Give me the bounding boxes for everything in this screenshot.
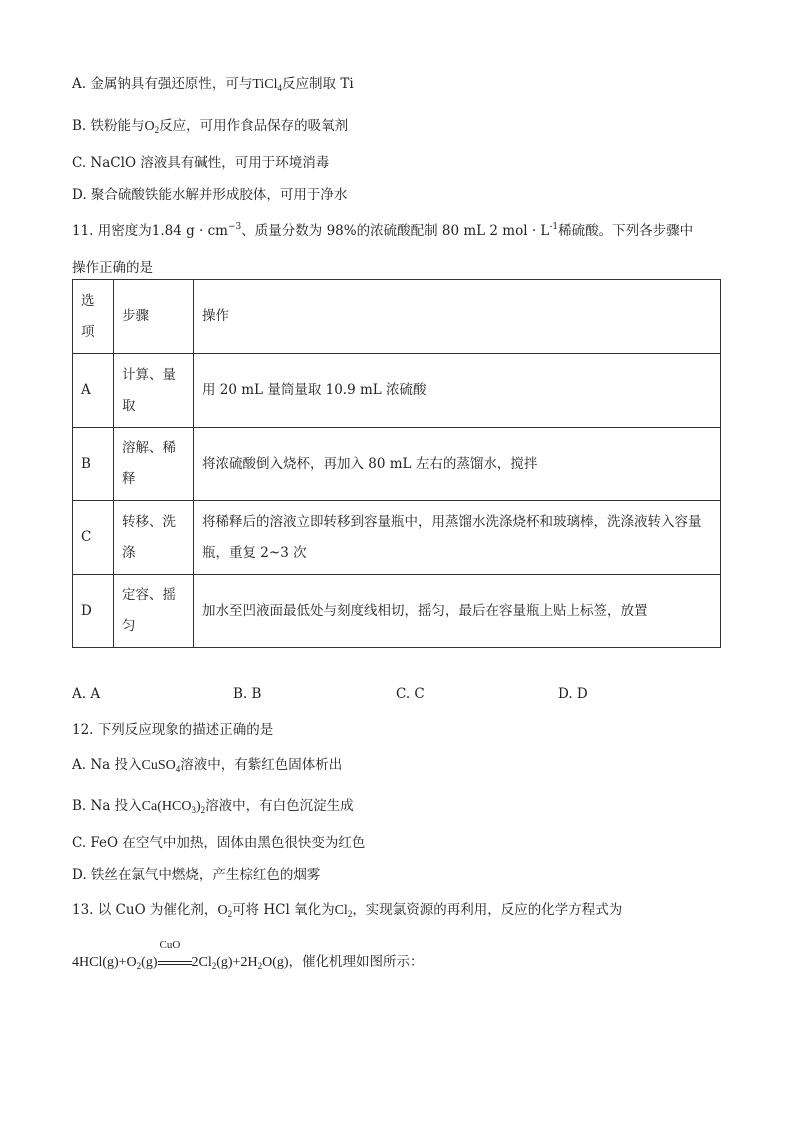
table-row bbox=[73, 428, 721, 501]
q11-exp-neg1: -1 bbox=[549, 222, 559, 232]
row-c-option: C bbox=[73, 501, 114, 575]
row-d-option: D bbox=[73, 575, 114, 648]
table-row bbox=[73, 354, 721, 428]
q13-equation bbox=[72, 939, 424, 971]
q12-option-b-post: 溶液中，有白色沉淀生成 bbox=[205, 798, 354, 814]
q13-stem bbox=[72, 898, 622, 919]
formula-ticl4: TiCl$_4$ bbox=[252, 77, 283, 93]
q12-option-a-pre: A. Na 投入 bbox=[72, 757, 142, 773]
row-c-step: 转移、洗涤 bbox=[114, 501, 194, 575]
q11-stem-mid: 、质量分数为 98%的浓硫酸配制 80 mL 2 mol · L bbox=[241, 223, 550, 239]
row-b-operation: 将浓硫酸倒入烧杯，再加入 80 mL 左右的蒸馏水，搅拌 bbox=[194, 428, 721, 501]
formula-o2: $O_2$ bbox=[144, 119, 160, 135]
equation-arrow bbox=[158, 939, 192, 970]
row-a-step: 计算、量取 bbox=[114, 354, 194, 428]
q10-option-b-pre: B. 铁粉能与 bbox=[72, 118, 145, 134]
choice-b[interactable]: B. B bbox=[233, 686, 262, 702]
q11-stem-post: 稀硫酸。下列各步骤中 bbox=[558, 223, 694, 239]
q12-option-a bbox=[72, 753, 342, 774]
q12-option-b-pre: B. Na 投入 bbox=[72, 798, 142, 814]
q10-option-b-post: 反应，可用作食品保存的吸氧剂 bbox=[159, 118, 349, 134]
row-b-option: B bbox=[73, 428, 114, 501]
formula-cl2: $Cl_2$ bbox=[334, 903, 353, 919]
q11-table bbox=[72, 279, 721, 648]
q13-stem-pre: 13. 以 CuO 为催化剂， bbox=[72, 902, 218, 918]
choice-c[interactable]: C. C bbox=[396, 686, 425, 702]
header-operation: 操作 bbox=[194, 280, 721, 354]
header-option: 选项 bbox=[73, 280, 114, 354]
equation-reactants: $4HCl(g)+O_2(g)$ bbox=[72, 955, 158, 971]
q12-option-a-post: 溶液中，有紫红色固体析出 bbox=[180, 757, 343, 773]
q11-stem bbox=[72, 219, 693, 239]
q13-stem-post: ，实现氯资源的再利用，反应的化学方程式为 bbox=[352, 902, 623, 918]
table-row bbox=[73, 575, 721, 648]
q10-option-a-pre: A. 金属钠具有强还原性，可与 bbox=[72, 76, 253, 92]
q10-option-a-post: 反应制取 Ti bbox=[282, 76, 354, 92]
q12-stem: 12. 下列反应现象的描述正确的是 bbox=[72, 722, 274, 738]
equation-catalyst: CuO bbox=[159, 939, 181, 951]
choice-a[interactable]: A. A bbox=[72, 686, 101, 702]
row-d-step: 定容、摇匀 bbox=[114, 575, 194, 648]
q11-exp-neg3: −3 bbox=[228, 222, 242, 232]
row-c-operation: 将稀释后的溶液立即转移到容量瓶中，用蒸馏水洗涤烧杯和玻璃棒，洗涤液转入容量瓶，重复 2~3 次 bbox=[194, 501, 721, 575]
row-b-step: 溶解、稀释 bbox=[114, 428, 194, 501]
equation-tail: ，催化机理如图所示： bbox=[288, 954, 424, 970]
table-row bbox=[73, 501, 721, 575]
equation-double-bar bbox=[158, 961, 192, 965]
formula-ca-hco3-2: $Ca(HCO_3)_2$ bbox=[141, 799, 206, 815]
q10-option-a bbox=[72, 72, 354, 93]
choice-d[interactable]: D. D bbox=[558, 686, 588, 702]
q12-option-b bbox=[72, 794, 354, 815]
formula-cuso4: CuSO$_4$ bbox=[141, 758, 181, 774]
q12-option-c: C. FeO 在空气中加热，固体由黑色很快变为红色 bbox=[72, 835, 366, 851]
q13-stem-mid: 可将 HCl 氧化为 bbox=[232, 902, 335, 918]
q11-stem-line2: 操作正确的是 bbox=[72, 260, 153, 276]
q10-option-b bbox=[72, 114, 348, 135]
formula-o2-q13: $O_2$ bbox=[217, 903, 233, 919]
header-step: 步骤 bbox=[114, 280, 194, 354]
q10-option-d: D. 聚合硫酸铁能水解并形成胶体，可用于净水 bbox=[72, 187, 348, 203]
q12-option-d: D. 铁丝在氯气中燃烧，产生棕红色的烟雾 bbox=[72, 867, 321, 883]
row-a-operation: 用 20 mL 量筒量取 10.9 mL 浓硫酸 bbox=[194, 354, 721, 428]
equation-products: $2Cl_2(g)+2H_2O(g)$ bbox=[191, 955, 289, 971]
table-header-row bbox=[73, 280, 721, 354]
row-a-option: A bbox=[73, 354, 114, 428]
q10-option-c: C. NaClO 溶液具有碱性，可用于环境消毒 bbox=[72, 155, 330, 171]
q11-stem-pre: 11. 用密度为1.84 g · cm bbox=[72, 223, 228, 239]
row-d-operation: 加水至凹液面最低处与刻度线相切，摇匀，最后在容量瓶上贴上标签，放置 bbox=[194, 575, 721, 648]
